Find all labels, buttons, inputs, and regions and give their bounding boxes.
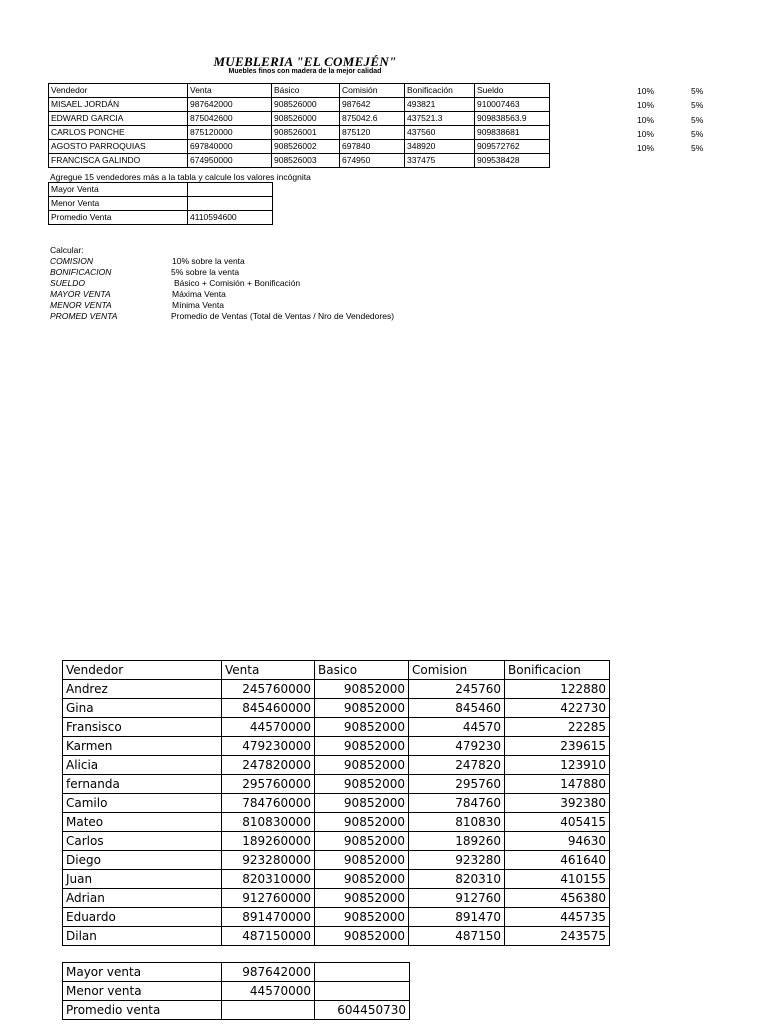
cell: EDWARD GARCIA bbox=[49, 112, 188, 126]
table-row bbox=[63, 870, 610, 889]
table-row bbox=[63, 1001, 410, 1020]
cell: 437560 bbox=[405, 126, 475, 140]
cell: 845460 bbox=[409, 699, 505, 718]
cell: 437521.3 bbox=[405, 112, 475, 126]
calc-desc: Básico + Comisión + Bonificación bbox=[174, 278, 301, 288]
cell: Alicia bbox=[63, 756, 222, 775]
header-cell: Básico bbox=[272, 84, 340, 98]
cell: 90852000 bbox=[315, 851, 409, 870]
cell: Menor Venta bbox=[49, 197, 188, 211]
cell: FRANCISCA GALINDO bbox=[49, 154, 188, 168]
calc-label: MAYOR VENTA bbox=[50, 289, 111, 299]
cell: 908526003 bbox=[272, 154, 340, 168]
header-cell: Basico bbox=[315, 661, 409, 680]
calc-desc: 5% sobre la venta bbox=[171, 267, 240, 277]
commission-pct: 10% bbox=[637, 143, 655, 153]
cell: fernanda bbox=[63, 775, 222, 794]
cell: 987642000 bbox=[222, 963, 315, 982]
cell: 90852000 bbox=[315, 680, 409, 699]
cell: Mayor Venta bbox=[49, 183, 188, 197]
cell bbox=[315, 963, 410, 982]
cell: 44570 bbox=[409, 718, 505, 737]
cell: 348920 bbox=[405, 140, 475, 154]
table-row bbox=[63, 737, 610, 756]
cell bbox=[315, 982, 410, 1001]
cell: Fransisco bbox=[63, 718, 222, 737]
cell: 405415 bbox=[505, 813, 610, 832]
header-cell: Venta bbox=[222, 661, 315, 680]
table-row bbox=[63, 908, 610, 927]
cell: 891470000 bbox=[222, 908, 315, 927]
cell: 90852000 bbox=[315, 794, 409, 813]
cell: 90852000 bbox=[315, 908, 409, 927]
cell: 923280000 bbox=[222, 851, 315, 870]
cell: 987642000 bbox=[188, 98, 272, 112]
commission-pct: 10% bbox=[637, 86, 655, 96]
cell: 875042600 bbox=[188, 112, 272, 126]
cell: 479230000 bbox=[222, 737, 315, 756]
cell: 810830000 bbox=[222, 813, 315, 832]
cell: 674950000 bbox=[188, 154, 272, 168]
cell: 90852000 bbox=[315, 775, 409, 794]
table-row bbox=[63, 889, 610, 908]
cell: 4110594600 bbox=[188, 211, 273, 225]
calc-label: COMISION bbox=[50, 256, 93, 266]
header-cell: Bonificacion bbox=[505, 661, 610, 680]
cell: 90852000 bbox=[315, 737, 409, 756]
calc-label: MENOR VENTA bbox=[50, 300, 112, 310]
cell: 784760000 bbox=[222, 794, 315, 813]
added-salesperson-table bbox=[62, 660, 610, 946]
calc-label: SUELDO bbox=[50, 278, 85, 288]
cell: 875120 bbox=[340, 126, 405, 140]
table-row bbox=[63, 775, 610, 794]
cell: 908526001 bbox=[272, 126, 340, 140]
table-row bbox=[63, 699, 610, 718]
table-header-row bbox=[49, 84, 550, 98]
calc-item bbox=[50, 311, 450, 322]
table-row bbox=[63, 963, 410, 982]
cell: 784760 bbox=[409, 794, 505, 813]
cell: Promedio venta bbox=[63, 1001, 222, 1020]
cell: Diego bbox=[63, 851, 222, 870]
cell bbox=[222, 1001, 315, 1020]
calc-desc: Mínima Venta bbox=[172, 300, 224, 310]
cell: 90852000 bbox=[315, 813, 409, 832]
cell: 493821 bbox=[405, 98, 475, 112]
cell: 604450730 bbox=[315, 1001, 410, 1020]
cell: 44570000 bbox=[222, 982, 315, 1001]
cell: 90852000 bbox=[315, 927, 409, 946]
cell: 875120000 bbox=[188, 126, 272, 140]
cell: 909572762 bbox=[475, 140, 550, 154]
calc-item bbox=[50, 256, 450, 267]
table-row bbox=[63, 680, 610, 699]
table-row bbox=[49, 197, 273, 211]
cell: Carlos bbox=[63, 832, 222, 851]
summary-table bbox=[48, 182, 273, 225]
cell: Andrez bbox=[63, 680, 222, 699]
cell: 245760 bbox=[409, 680, 505, 699]
cell: Juan bbox=[63, 870, 222, 889]
cell bbox=[188, 183, 273, 197]
cell: Dilan bbox=[63, 927, 222, 946]
calc-desc: Máxima Venta bbox=[172, 289, 226, 299]
cell: 22285 bbox=[505, 718, 610, 737]
cell: 247820 bbox=[409, 756, 505, 775]
bonus-pct: 5% bbox=[691, 100, 704, 110]
header-cell: Comision bbox=[409, 661, 505, 680]
table-row bbox=[49, 211, 273, 225]
table-row bbox=[63, 813, 610, 832]
cell: 445735 bbox=[505, 908, 610, 927]
cell: 122880 bbox=[505, 680, 610, 699]
calc-section bbox=[50, 245, 450, 322]
cell: CARLOS PONCHE bbox=[49, 126, 188, 140]
commission-pct: 10% bbox=[637, 129, 655, 139]
cell: 487150000 bbox=[222, 927, 315, 946]
cell: 189260 bbox=[409, 832, 505, 851]
cell: 456380 bbox=[505, 889, 610, 908]
table-row bbox=[63, 851, 610, 870]
cell: 90852000 bbox=[315, 756, 409, 775]
table-row bbox=[63, 832, 610, 851]
cell: 697840000 bbox=[188, 140, 272, 154]
cell: 90852000 bbox=[315, 718, 409, 737]
header-cell: Sueldo bbox=[475, 84, 550, 98]
cell: 909838681 bbox=[475, 126, 550, 140]
cell: 908526000 bbox=[272, 112, 340, 126]
cell: 295760 bbox=[409, 775, 505, 794]
table-row bbox=[49, 98, 550, 112]
calc-desc: Promedio de Ventas (Total de Ventas / Nro de Vendedores) bbox=[171, 311, 395, 321]
cell: 909538428 bbox=[475, 154, 550, 168]
cell: AGOSTO PARROQUIAS bbox=[49, 140, 188, 154]
cell: 243575 bbox=[505, 927, 610, 946]
cell: 912760 bbox=[409, 889, 505, 908]
cell: 239615 bbox=[505, 737, 610, 756]
cell: Mayor venta bbox=[63, 963, 222, 982]
header-cell: Comisión bbox=[340, 84, 405, 98]
table-header-row bbox=[63, 661, 610, 680]
cell: 923280 bbox=[409, 851, 505, 870]
table-row bbox=[63, 756, 610, 775]
cell: 422730 bbox=[505, 699, 610, 718]
cell: 697840 bbox=[340, 140, 405, 154]
cell: Adrian bbox=[63, 889, 222, 908]
cell: Mateo bbox=[63, 813, 222, 832]
instruction-text: Agregue 15 vendedores más a la tabla y calcule los valores incógnita bbox=[50, 172, 311, 182]
bonus-pct: 5% bbox=[691, 115, 704, 125]
table-row bbox=[63, 927, 610, 946]
cell: 875042.6 bbox=[340, 112, 405, 126]
table-row bbox=[49, 126, 550, 140]
bonus-pct: 5% bbox=[691, 143, 704, 153]
added-summary-table bbox=[62, 962, 410, 1020]
cell: 337475 bbox=[405, 154, 475, 168]
cell: 987642 bbox=[340, 98, 405, 112]
cell: Camilo bbox=[63, 794, 222, 813]
cell: 94630 bbox=[505, 832, 610, 851]
header-cell: Vendedor bbox=[49, 84, 188, 98]
calc-item bbox=[50, 300, 450, 311]
cell: Gina bbox=[63, 699, 222, 718]
calc-item bbox=[50, 278, 450, 289]
cell: 247820000 bbox=[222, 756, 315, 775]
cell: 189260000 bbox=[222, 832, 315, 851]
cell: Eduardo bbox=[63, 908, 222, 927]
document-subtitle: Muebles finos con madera de la mejor calidad bbox=[228, 68, 382, 75]
cell: 461640 bbox=[505, 851, 610, 870]
cell: 245760000 bbox=[222, 680, 315, 699]
cell: 674950 bbox=[340, 154, 405, 168]
cell: 90852000 bbox=[315, 832, 409, 851]
cell: 845460000 bbox=[222, 699, 315, 718]
cell: 44570000 bbox=[222, 718, 315, 737]
table-row bbox=[49, 112, 550, 126]
calc-item bbox=[50, 267, 450, 278]
cell: 90852000 bbox=[315, 889, 409, 908]
cell: 410155 bbox=[505, 870, 610, 889]
calc-desc: 10% sobre la venta bbox=[172, 256, 245, 266]
bonus-pct: 5% bbox=[691, 129, 704, 139]
salesperson-table bbox=[48, 83, 550, 168]
cell: 123910 bbox=[505, 756, 610, 775]
cell: 147880 bbox=[505, 775, 610, 794]
cell: 810830 bbox=[409, 813, 505, 832]
calc-item bbox=[50, 289, 450, 300]
table-row bbox=[63, 982, 410, 1001]
cell: 295760000 bbox=[222, 775, 315, 794]
cell: 910007463 bbox=[475, 98, 550, 112]
table-row bbox=[63, 794, 610, 813]
cell: 912760000 bbox=[222, 889, 315, 908]
cell: 820310000 bbox=[222, 870, 315, 889]
document-title: MUEBLERIA "EL COMEJÉN" bbox=[213, 54, 397, 69]
cell: 90852000 bbox=[315, 870, 409, 889]
cell: Karmen bbox=[63, 737, 222, 756]
calc-label: PROMED VENTA bbox=[50, 311, 118, 321]
cell: 392380 bbox=[505, 794, 610, 813]
commission-pct: 10% bbox=[637, 100, 655, 110]
cell: 487150 bbox=[409, 927, 505, 946]
cell: MISAEL JORDÁN bbox=[49, 98, 188, 112]
calc-heading: Calcular: bbox=[50, 245, 84, 255]
cell: 90852000 bbox=[315, 699, 409, 718]
bonus-pct: 5% bbox=[691, 86, 704, 96]
cell: Promedio Venta bbox=[49, 211, 188, 225]
table-row bbox=[63, 718, 610, 737]
cell: Menor venta bbox=[63, 982, 222, 1001]
commission-pct: 10% bbox=[637, 115, 655, 125]
header-cell: Venta bbox=[188, 84, 272, 98]
calc-label: BONIFICACION bbox=[50, 267, 112, 277]
header-cell: Vendedor bbox=[63, 661, 222, 680]
table-row bbox=[49, 154, 550, 168]
cell: 820310 bbox=[409, 870, 505, 889]
cell: 909838563.9 bbox=[475, 112, 550, 126]
table-row bbox=[49, 140, 550, 154]
cell bbox=[188, 197, 273, 211]
cell: 908526002 bbox=[272, 140, 340, 154]
cell: 479230 bbox=[409, 737, 505, 756]
header-cell: Bonificación bbox=[405, 84, 475, 98]
table-row bbox=[49, 183, 273, 197]
cell: 908526000 bbox=[272, 98, 340, 112]
cell: 891470 bbox=[409, 908, 505, 927]
